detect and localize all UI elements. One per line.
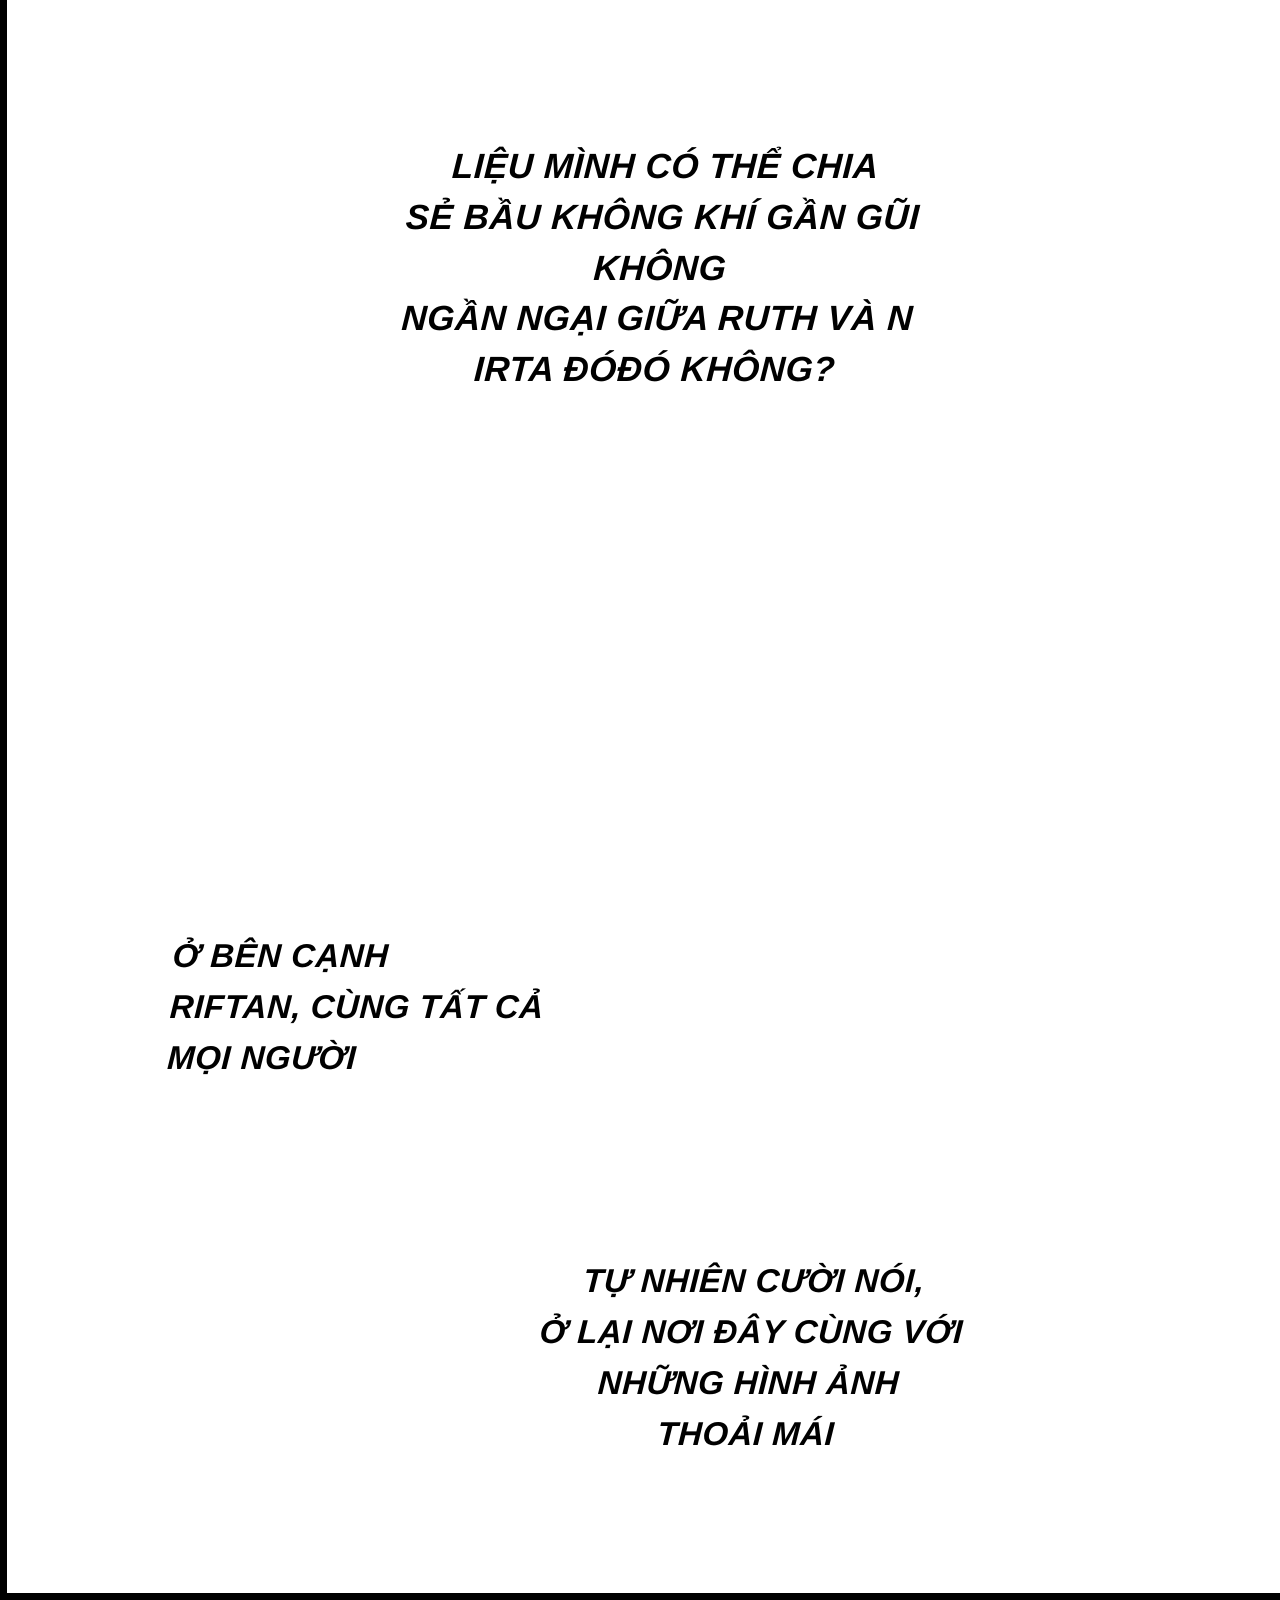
caption-top: LIỆU MÌNH CÓ THỂ CHIA SẺ BẦU KHÔNG KHÍ GẦN GŨI KHÔNG NGẦN NGẠI GIỮA RUTH VÀ N IRTA ĐÓĐÓ KHÔNG?: [400, 147, 921, 389]
caption-middle-left: Ở BÊN CẠNH RIFTAN, CÙNG TẤT CẢ MỌI NGƯỜI: [166, 937, 545, 1077]
page-border-left: [0, 0, 7, 1600]
caption-bottom-right: TỰ NHIÊN CƯỜI NÓI, Ở LẠI NƠI ĐÂY CÙNG VỚI NHỮNG HÌNH ẢNH THOẢI MÁI: [538, 1262, 964, 1453]
page-border-bottom: [0, 1593, 1280, 1600]
